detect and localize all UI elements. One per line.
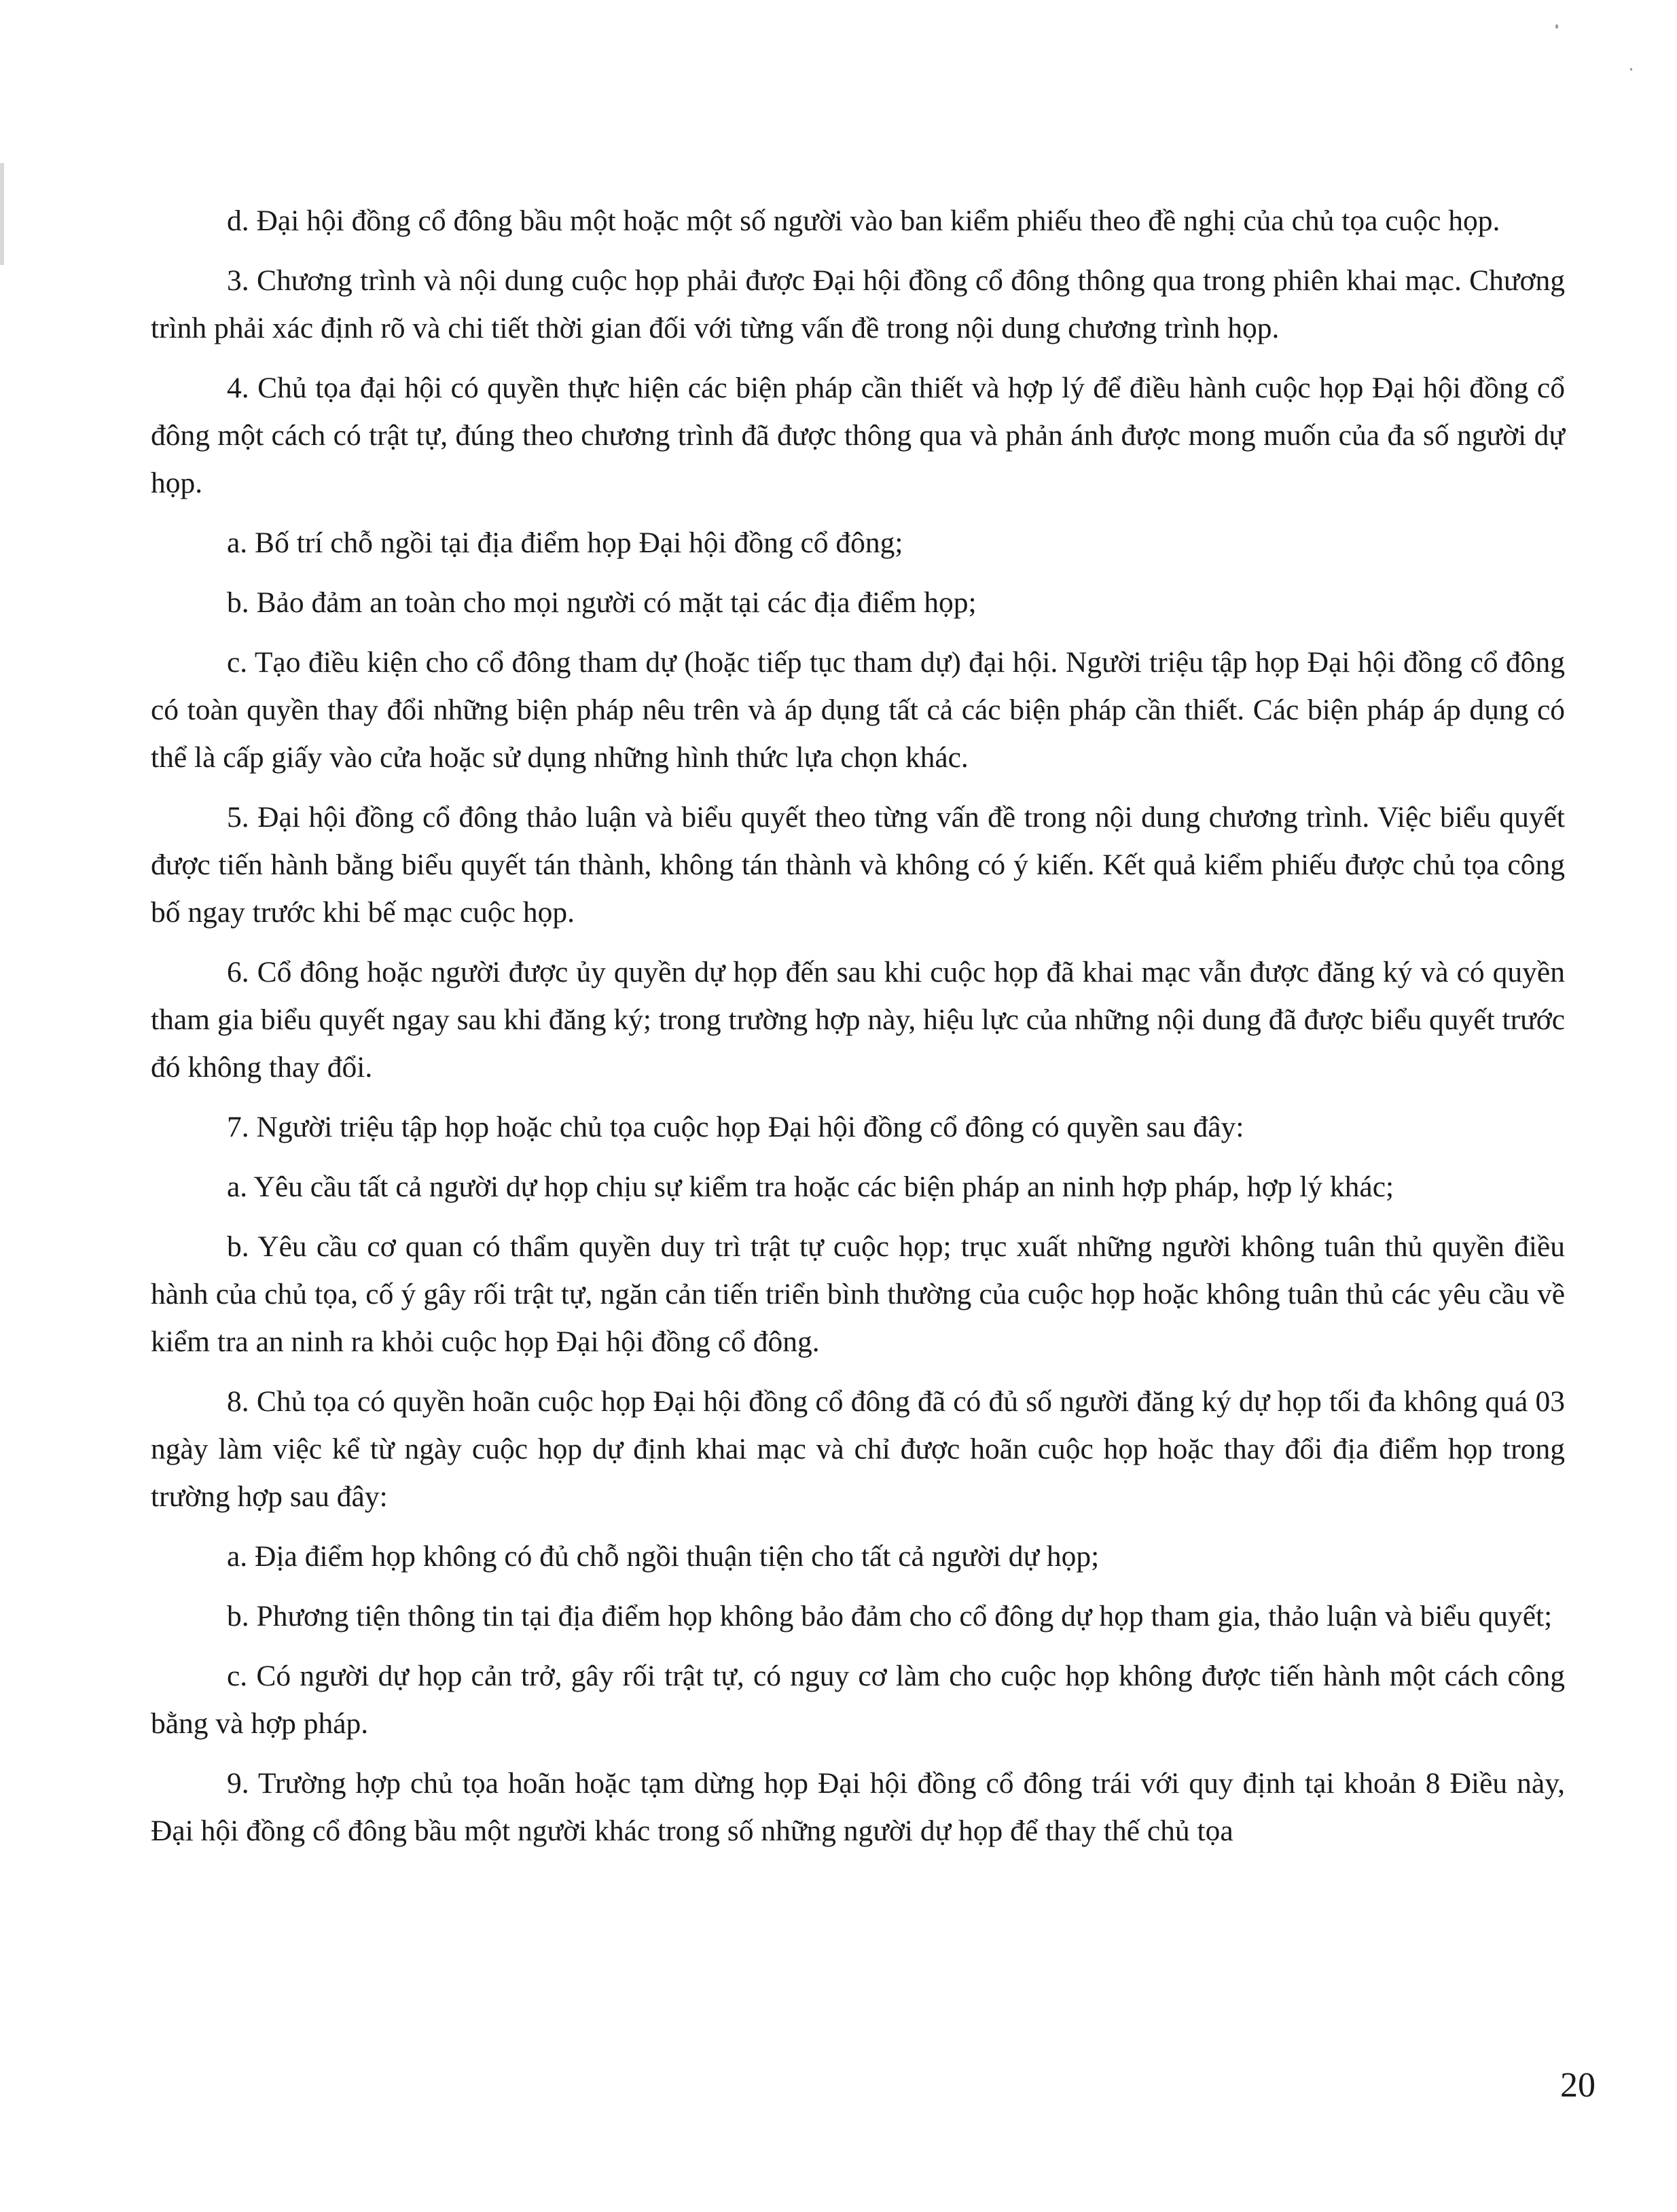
paragraph-7a-security-check: a. Yêu cầu tất cả người dự họp chịu sự kiểm tra hoặc các biện pháp an ninh hợp pháp, hợp lý khác;: [227, 1171, 1394, 1203]
paragraph-3-agenda: 3. Chương trình và nội dung cuộc họp phải được Đại hội đồng cổ đông thông qua trong phiên khai mạc. Chương trình phải xác định rõ và chi tiết thời gian đối với từng vấn đề trong nội dung chương trình họp.: [151, 264, 1565, 344]
paragraph-4c-attendance: c. Tạo điều kiện cho cổ đông tham dự (hoặc tiếp tục tham dự) đại hội. Người triệu tập họp Đại hội đồng cổ đông có toàn quyền thay đổi những biện pháp nêu trên và áp dụng tất cả các biện pháp cần thiết. Các biện pháp áp dụng có thể là cấp giấy vào cửa hoặc sử dụng những hình thức lựa chọn khác.: [151, 646, 1565, 774]
paragraph-d-vote-counting-board: d. Đại hội đồng cổ đông bầu một hoặc một số người vào ban kiểm phiếu theo đề nghị của chủ tọa cuộc họp.: [227, 204, 1500, 237]
paragraph-4a-seating: a. Bố trí chỗ ngồi tại địa điểm họp Đại hội đồng cổ đông;: [227, 527, 903, 559]
scan-speck: [1555, 24, 1558, 29]
paragraph-7-convener-rights: 7. Người triệu tập họp hoặc chủ tọa cuộc họp Đại hội đồng cổ đông có quyền sau đây:: [227, 1111, 1244, 1143]
paragraph-8-postpone-meeting: 8. Chủ tọa có quyền hoãn cuộc họp Đại hội đồng cổ đông đã có đủ số người đăng ký dự họp tối đa không quá 03 ngày làm việc kể từ ngày cuộc họp dự định khai mạc và chỉ được hoãn cuộc họp hoặc thay đổi địa điểm họp trong trường hợp sau đây:: [151, 1385, 1565, 1513]
scan-speck: [1630, 68, 1632, 71]
paragraph-4-chair-powers: 4. Chủ tọa đại hội có quyền thực hiện các biện pháp cần thiết và hợp lý để điều hành cuộc họp Đại hội đồng cổ đông một cách có trật tự, đúng theo chương trình đã được thông qua và phản ánh được mong muốn của đa số người dự họp.: [151, 372, 1565, 499]
document-body: [151, 197, 1565, 1855]
page-number: 20: [1560, 2066, 1595, 2105]
paragraph-8c-disruption: c. Có người dự họp cản trở, gây rối trật tự, có nguy cơ làm cho cuộc họp không được tiến hành một cách công bằng và hợp pháp.: [151, 1660, 1565, 1740]
paragraph-8a-insufficient-seating: a. Địa điểm họp không có đủ chỗ ngồi thuận tiện cho tất cả người dự họp;: [227, 1540, 1100, 1573]
paragraph-4b-safety: b. Bảo đảm an toàn cho mọi người có mặt tại các địa điểm họp;: [227, 586, 977, 619]
paragraph-9-replace-chair: 9. Trường hợp chủ tọa hoãn hoặc tạm dừng họp Đại hội đồng cổ đông trái với quy định tại khoản 8 Điều này, Đại hội đồng cổ đông bầu một người khác trong số những người dự họp để thay thế chủ tọa: [151, 1767, 1565, 1847]
scan-edge-shadow: [0, 163, 4, 265]
paragraph-8b-communication-means: b. Phương tiện thông tin tại địa điểm họp không bảo đảm cho cổ đông dự họp tham gia, thảo luận và biểu quyết;: [227, 1600, 1553, 1633]
paragraph-6-late-attendance: 6. Cổ đông hoặc người được ủy quyền dự họp đến sau khi cuộc họp đã khai mạc vẫn được đăng ký và có quyền tham gia biểu quyết ngay sau khi đăng ký; trong trường hợp này, hiệu lực của những nội dung đã được biểu quyết trước đó không thay đổi.: [151, 956, 1565, 1084]
paragraph-5-discussion-voting: 5. Đại hội đồng cổ đông thảo luận và biểu quyết theo từng vấn đề trong nội dung chương trình. Việc biểu quyết được tiến hành bằng biểu quyết tán thành, không tán thành và không có ý kiến. Kết quả kiểm phiếu được chủ tọa công bố ngay trước khi bế mạc cuộc họp.: [151, 801, 1565, 929]
paragraph-7b-maintain-order: b. Yêu cầu cơ quan có thẩm quyền duy trì trật tự cuộc họp; trục xuất những người không tuân thủ quyền điều hành của chủ tọa, cố ý gây rối trật tự, ngăn cản tiến triển bình thường của cuộc họp hoặc không tuân thủ các yêu cầu về kiểm tra an ninh ra khỏi cuộc họp Đại hội đồng cổ đông.: [151, 1230, 1565, 1358]
